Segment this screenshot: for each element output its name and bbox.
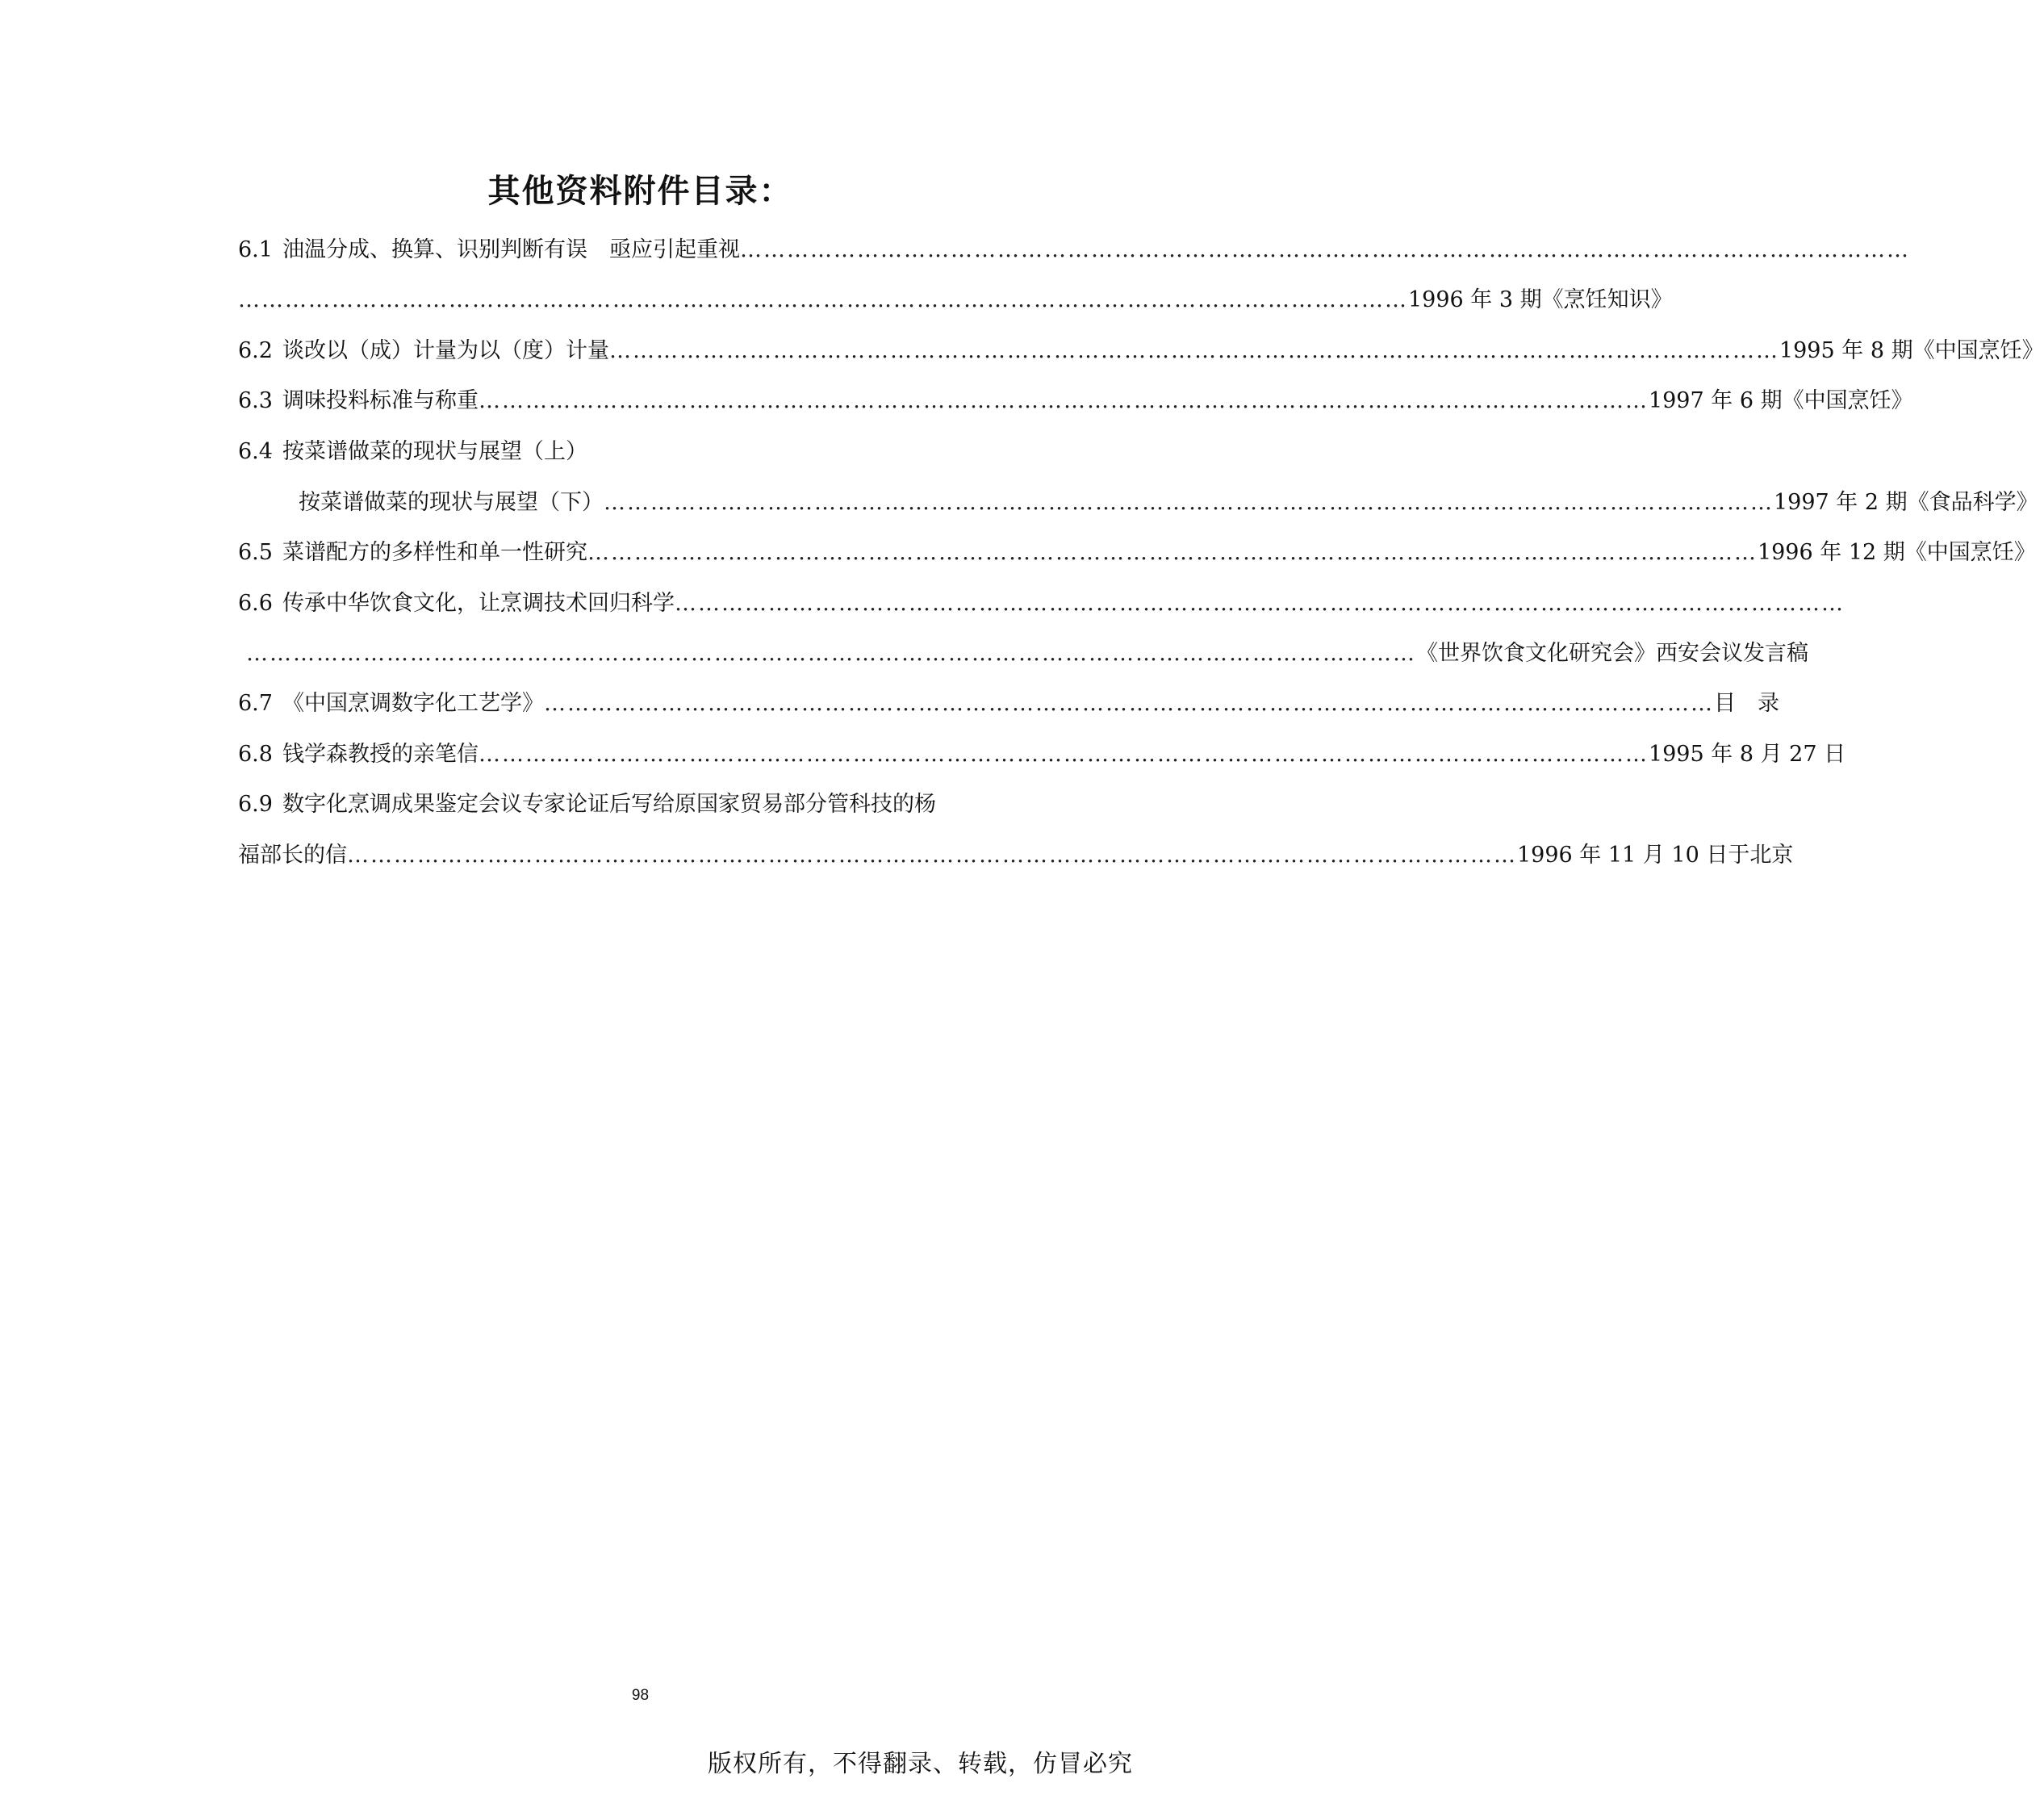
entry-title: 传承中华饮食文化，让烹调技术回归科学 [282, 591, 675, 616]
entry-source: 《世界饮食文化研究会》西安会议发言稿 [1416, 641, 1808, 666]
entry-number: 6.4 [238, 439, 273, 464]
page-title: 其他资料附件目录： [487, 173, 793, 210]
entry-number: 6.1 [238, 237, 273, 262]
entry-number: 6.7 [238, 691, 273, 716]
entry-title: 钱学森教授的亲笔信 [282, 742, 479, 767]
entry-title: 按菜谱做菜的现状与展望（上） [282, 439, 587, 464]
toc-entry-6-1-source [238, 284, 1673, 316]
entry-source: 1995 年 8 期《中国烹饪》 [1779, 338, 2044, 363]
toc-entry-6-4-part2 [299, 487, 2038, 519]
entry-title: 调味投料标准与称重 [282, 388, 479, 413]
entry-title: 菜谱配方的多样性和单一性研究 [282, 540, 587, 565]
entry-number: 6.2 [238, 338, 273, 363]
toc-entry-6-2 [238, 335, 2044, 367]
toc-entry-6-9 [238, 789, 1095, 821]
copyright-footer: 版权所有，不得翻录、转载，仿冒必究 [708, 1750, 1133, 1778]
entry-source: 1996 年 11 月 10 日于北京 [1517, 843, 1794, 868]
entry-title: 福部长的信 [238, 843, 347, 868]
leader-dots: …………………………………………………………………………………………………………………………………… [478, 742, 1649, 767]
toc-entry-6-6 [238, 588, 1845, 620]
entry-number: 6.6 [238, 591, 273, 616]
toc-entry-6-8 [238, 739, 1846, 771]
leader-dots: …………………………………………………………………………………………………………………………………… [604, 490, 1774, 515]
entry-number: 6.5 [238, 540, 273, 565]
leader-dots: …………………………………………………………………………………………………………………………………… [478, 388, 1649, 413]
toc-entry-6-6-source [246, 638, 1808, 670]
toc-entry-6-3 [238, 385, 1913, 417]
toc-entry-6-4 [238, 436, 1095, 468]
leader-dots: …………………………………………………………………………………………………………………………………… [543, 691, 1714, 716]
entry-number: 6.8 [238, 742, 273, 767]
entry-title: 按菜谱做菜的现状与展望（下） [299, 490, 604, 515]
entry-source: 目 录 [1713, 691, 1779, 716]
leader-dots: …………………………………………………………………………………………………………………………………… [246, 641, 1416, 666]
leader-dots: …………………………………………………………………………………………………………………………………… [739, 237, 1910, 262]
entry-source: 1995 年 8 月 27 日 [1648, 742, 1846, 767]
entry-title: 《中国烹调数字化工艺学》 [282, 691, 544, 716]
entry-source: 1997 年 2 期《食品科学》 [1774, 490, 2038, 515]
toc-entry-6-5 [238, 537, 2036, 569]
entry-title: 谈改以（成）计量为以（度）计量 [282, 338, 609, 363]
toc-entry-6-7 [238, 688, 1779, 720]
toc-entry-6-1 [238, 234, 1910, 266]
toc-entry-6-9-cont [238, 839, 1794, 872]
entry-title: 油温分成、换算、识别判断有误 亟应引起重视 [282, 237, 740, 262]
leader-dots: …………………………………………………………………………………………………………………………………… [347, 843, 1517, 868]
leader-dots: …………………………………………………………………………………………………………………………………… [587, 540, 1758, 565]
entry-source: 1996 年 12 期《中国烹饪》 [1757, 540, 2036, 565]
entry-source: 1997 年 6 期《中国烹饪》 [1648, 388, 1913, 413]
leader-dots: …………………………………………………………………………………………………………………………………… [608, 338, 1779, 363]
leader-dots: …………………………………………………………………………………………………………………………………… [238, 287, 1408, 312]
entry-source: 1996 年 3 期《烹饪知识》 [1408, 287, 1673, 312]
leader-dots: …………………………………………………………………………………………………………………………………… [674, 591, 1845, 616]
entry-title: 数字化烹调成果鉴定会议专家论证后写给原国家贸易部分管科技的杨 [282, 792, 936, 817]
entry-number: 6.9 [238, 792, 273, 817]
page-number: 98 [631, 1687, 650, 1704]
entry-number: 6.3 [238, 388, 273, 413]
